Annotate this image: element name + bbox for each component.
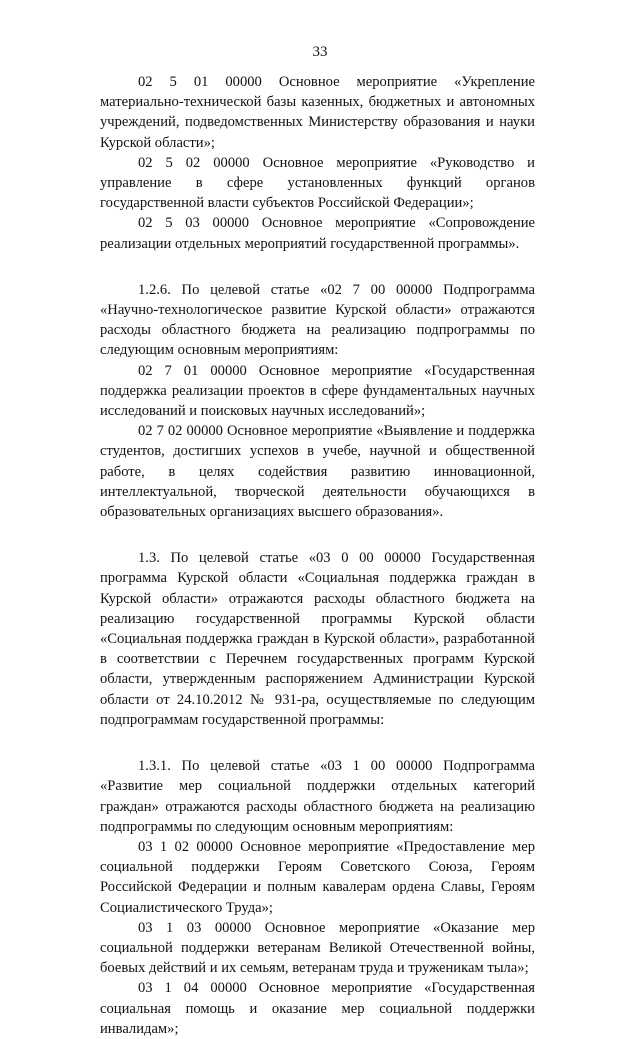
paragraph: 1.3.1. По целевой статье «03 1 00 00000 Подпрограмма «Развитие мер социальной поддержки отдельных категорий граждан» отражаются расходы областного бюджета на реализацию подпрограммы по следующим основным мероприятиям: (100, 758, 535, 835)
paragraph: 02 5 01 00000 Основное мероприятие «Укрепление материально-технической базы казенных, бюджетных и автономных учреждений, подведомственных Министерству образования и науки Курской области»; (100, 74, 535, 151)
paragraph: 1.2.6. По целевой статье «02 7 00 00000 Подпрограмма «Научно-технологическое развитие Курской области» отражаются расходы областного бюджета на реализацию подпрограммы по следующим основным мероприятиям: (100, 281, 535, 359)
paragraph-gap (100, 254, 535, 280)
paragraph: 02 7 01 00000 Основное мероприятие «Государственная поддержка реализации проектов в сфере фундаментальных научных исследований и поисковых научных исследований»; (100, 362, 535, 420)
paragraph: 02 5 03 00000 Основное мероприятие «Сопровождение реализации отдельных мероприятий государственной программы». (100, 215, 535, 252)
paragraph: 02 5 02 00000 Основное мероприятие «Руководство и управление в сфере установленных функций органов государственной власти субъектов Российской Федерации»; (100, 154, 535, 212)
paragraph-gap (100, 522, 535, 548)
page-number: 33 (312, 44, 328, 60)
document-body (100, 72, 535, 1039)
paragraph: 03 1 03 00000 Основное мероприятие «Оказание мер социальной поддержки ветеранам Великой Отечественной войны, боевых действий и их семьям, ветеранам труда и труженикам тыла»; (100, 919, 535, 977)
paragraph: 02 7 02 00000 Основное мероприятие «Выявление и поддержка студентов, достигших успехов в учебе, научной и общественной работе, в целях содействия развитию инновационной, интеллектуальной, творческой деятельности обучающихся в образовательных организациях высшего образования». (100, 423, 535, 521)
paragraph: 03 1 02 00000 Основное мероприятие «Предоставление мер социальной поддержки Героям Советского Союза, Героям Российской Федерации и полным кавалерам ордена Славы, Героям Социалистического Труда»; (100, 838, 535, 916)
paragraph: 1.3. По целевой статье «03 0 00 00000 Государственная программа Курской области «Социальная поддержка граждан в Курской области» отражаются расходы областного бюджета на реализацию государственной программы Курской области «Социальная поддержка граждан в Курской области», разработанной в соответствии с Перечнем государственных программ Курской области, утвержденным распоряжением Администрации Курской области от 24.10.2012 № 931-ра, осуществляемые по следующим подпрограммам государственной программы: (100, 550, 535, 728)
paragraph-gap (100, 730, 535, 756)
paragraph: 03 1 04 00000 Основное мероприятие «Государственная социальная помощь и оказание мер социальной поддержки инвалидам»; (100, 980, 535, 1037)
